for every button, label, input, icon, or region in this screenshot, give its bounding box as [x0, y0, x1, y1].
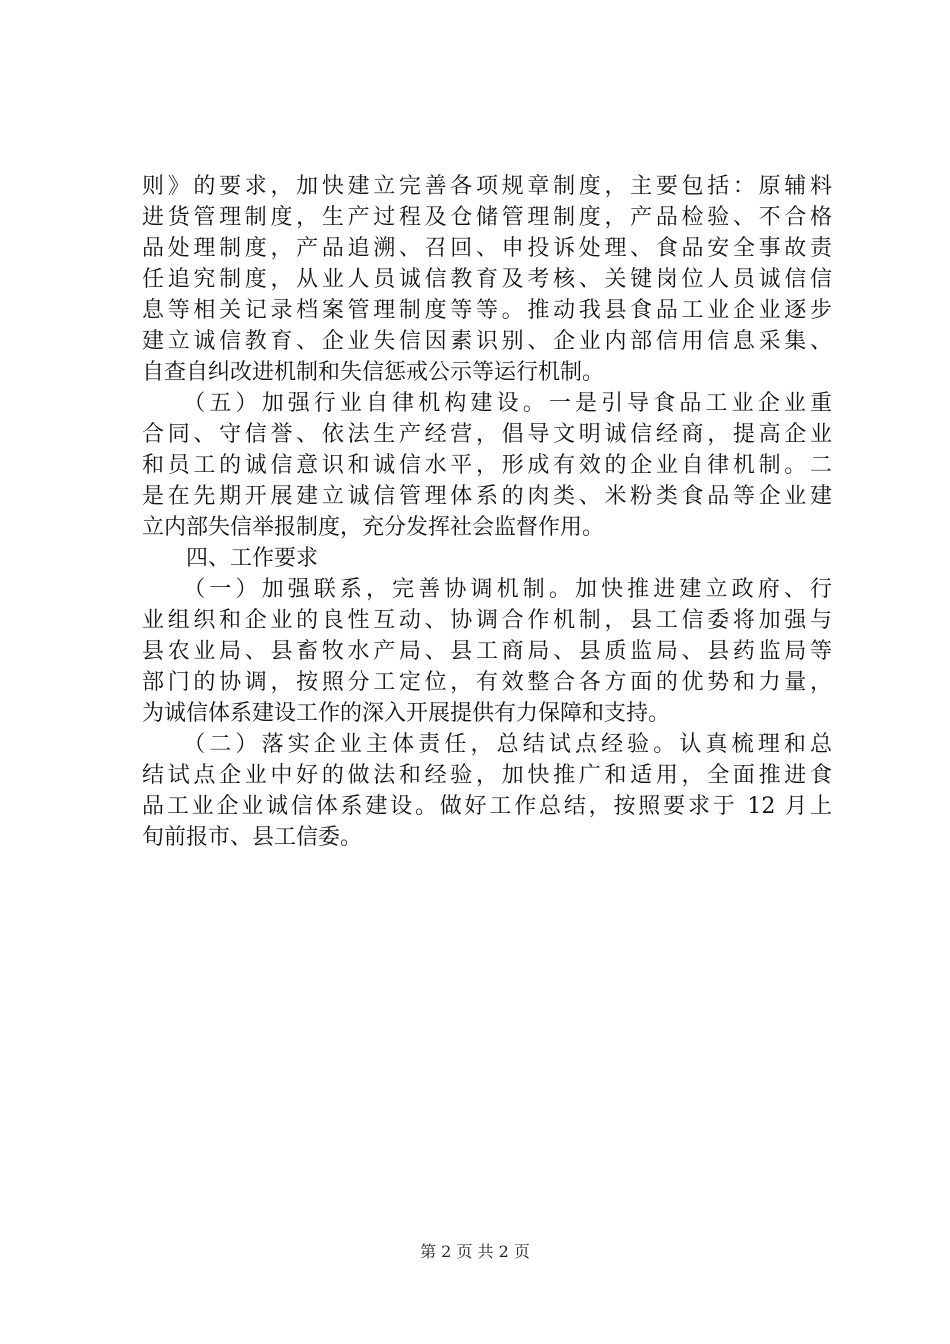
text-line: 合同、守信誉、依法生产经营，倡导文明诚信经商，提高企业 [142, 422, 832, 447]
text-line: （五）加强行业自律机构建设。一是引导食品工业企业重 [142, 391, 832, 416]
text-line: 建立诚信教育、企业失信因素识别、企业内部信用信息采集、 [142, 329, 832, 354]
text-line: 是在先期开展建立诚信管理体系的肉类、米粉类食品等企业建 [142, 484, 832, 509]
page-footer: 第 2 页 共 2 页 [420, 1242, 530, 1261]
text-line: 立内部失信举报制度，充分发挥社会监督作用。 [142, 515, 605, 540]
text-line: 四、工作要求 [142, 546, 319, 571]
text-line: 息等相关记录档案管理制度等等。推动我县食品工业企业逐步 [142, 298, 832, 323]
text-line: 部门的协调，按照分工定位，有效整合各方面的优势和力量， [142, 670, 832, 695]
text-line: 旬前报市、县工信委。 [142, 825, 363, 850]
text-line: 业组织和企业的良性互动、协调合作机制，县工信委将加强与 [142, 608, 832, 633]
text-line: 县农业局、县畜牧水产局、县工商局、县质监局、县药监局等 [142, 639, 832, 664]
document-body [142, 171, 832, 853]
text-line: 品工业企业诚信体系建设。做好工作总结，按照要求于 12 月上 [142, 794, 832, 819]
text-line: 则》的要求，加快建立完善各项规章制度，主要包括：原辅料 [142, 174, 832, 199]
text-line: 进货管理制度，生产过程及仓储管理制度，产品检验、不合格 [142, 205, 832, 230]
text-line: 结试点企业中好的做法和经验，加快推广和适用，全面推进食 [142, 763, 832, 788]
text-line: 品处理制度，产品追溯、召回、申投诉处理、食品安全事故责 [142, 236, 832, 261]
text-line: 任追究制度，从业人员诚信教育及考核、关键岗位人员诚信信 [142, 267, 832, 292]
text-line: （二）落实企业主体责任，总结试点经验。认真梳理和总 [142, 732, 832, 757]
text-line: 自查自纠改进机制和失信惩戒公示等运行机制。 [142, 360, 605, 385]
text-line: 和员工的诚信意识和诚信水平，形成有效的企业自律机制。二 [142, 453, 832, 478]
text-line: （一）加强联系，完善协调机制。加快推进建立政府、行 [142, 577, 832, 602]
text-line: 为诚信体系建设工作的深入开展提供有力保障和支持。 [142, 701, 671, 726]
